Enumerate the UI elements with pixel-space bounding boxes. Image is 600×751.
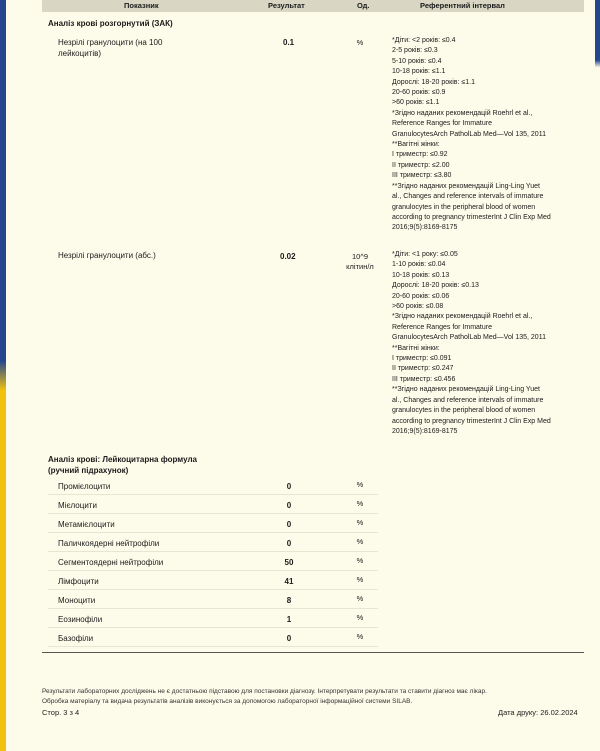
table-row-value: 0 (286, 520, 292, 529)
reference-interval (392, 36, 551, 234)
table-row-value: 1 (286, 615, 292, 624)
header-result: Результат (268, 1, 305, 10)
reference-line: 2-5 років: ≤0.3 (392, 47, 438, 55)
decorative-left-stripe (0, 0, 6, 751)
table-row-label: Еозинофіли (58, 615, 103, 624)
row-value: 0.1 (283, 38, 295, 47)
table-row-value: 41 (284, 577, 294, 586)
print-date: Дата друку: 26.02.2024 (498, 708, 578, 717)
reference-line: **Вагітні жінки: (392, 141, 440, 149)
row-divider (48, 646, 378, 647)
reference-line: Дорослі: 18-20 років: ≤1.1 (392, 78, 475, 86)
header-reference: Референтний інтервал (420, 1, 505, 10)
reference-line: **Згідно наданих рекомендацій Ling-Ling Yuet (392, 386, 540, 394)
row-label: Незрілі гранулоцити (абс.) (58, 251, 156, 260)
reference-line: according to pregnancy trimesterInt J Clin Exp Med (392, 213, 551, 221)
table-row-label: Мієлоцити (58, 501, 97, 510)
reference-line: III триместр: ≤3.80 (392, 172, 452, 180)
table-header (42, 0, 584, 12)
section-title-cbc: Аналіз крові розгорнутий (ЗАК) (48, 19, 173, 28)
reference-line: 1-10 років: ≤0.04 (392, 261, 446, 269)
row-divider (48, 570, 378, 571)
reference-line: 2016;9(5):8169-8175 (392, 224, 458, 232)
reference-line: **Згідно наданих рекомендацій Ling-Ling Yuet (392, 182, 540, 190)
page-number: Стор. 3 з 4 (42, 708, 80, 717)
table-row-value: 8 (286, 596, 292, 605)
reference-line: >60 років: ≤0.08 (392, 303, 444, 311)
table-row-unit: % (356, 499, 364, 508)
reference-line: granulocytes in the peripheral blood of women (392, 203, 536, 211)
reference-line: *Діти: <1 року: ≤0.05 (392, 251, 458, 258)
reference-line: **Вагітні жінки: (392, 344, 440, 352)
table-row-label: Метамієлоцити (58, 520, 115, 529)
reference-line: *Згідно наданих рекомендацій Roehrl et al., (392, 109, 533, 117)
table-row-label: Моноцити (58, 596, 96, 605)
table-row-value: 0 (286, 539, 292, 548)
section-title-leukocyte-formula: Аналіз крові: Лейкоцитарна формула (ручний підрахунок) (48, 455, 197, 475)
table-row-unit: % (356, 594, 364, 603)
table-row-unit: % (356, 537, 364, 546)
footer-disclaimer: Результати лабораторних досліджень не є достатньою підставою для постановки діагнозу. Інтерпретувати результати та ставити діагноз має лікар. (42, 688, 487, 695)
reference-line: al., Changes and reference intervals of immature (392, 193, 544, 201)
row-divider (48, 589, 378, 590)
reference-line: II триместр: ≤2.00 (392, 161, 450, 169)
table-row-value: 0 (286, 634, 292, 643)
reference-line: *Згідно наданих рекомендацій Roehrl et al., (392, 313, 533, 321)
reference-line: 10-18 років: ≤1.1 (392, 68, 446, 76)
table-row-label: Лімфоцити (58, 577, 99, 586)
row-unit: 10^9 клітин/л (346, 252, 374, 271)
table-row-value: 50 (284, 558, 294, 567)
row-divider (48, 494, 378, 495)
table-row-unit: % (356, 518, 364, 527)
table-row-unit: % (356, 632, 364, 641)
reference-line: II триместр: ≤0.247 (392, 365, 454, 373)
row-divider (48, 627, 378, 628)
reference-line: GranulocytesArch PatholLab Med—Vol 135, 2011 (392, 334, 546, 342)
table-row-value: 0 (286, 482, 292, 491)
reference-line: 20-60 років: ≤0.9 (392, 89, 446, 97)
table-row-unit: % (356, 556, 364, 565)
row-value: 0.02 (280, 252, 296, 261)
footer-system-note: Обробка матеріалу та видача результатів аналізів виконується за допомогою лабораторної інформаційної системи SILAB. (42, 698, 413, 705)
reference-line: granulocytes in the peripheral blood of women (392, 407, 536, 415)
row-divider (48, 551, 378, 552)
table-row-unit: % (356, 575, 364, 584)
reference-line: 20-60 років: ≤0.06 (392, 292, 450, 300)
header-indicator: Показник (124, 1, 159, 10)
reference-line: >60 років: ≤1.1 (392, 99, 440, 107)
reference-line: 2016;9(5):8169-8175 (392, 427, 458, 435)
reference-line: al., Changes and reference intervals of immature (392, 396, 544, 404)
reference-interval (392, 250, 551, 437)
table-row-unit: % (356, 480, 364, 489)
row-unit: % (356, 38, 364, 47)
table-row-label: Паличкоядерні нейтрофіли (58, 539, 160, 548)
reference-line: GranulocytesArch PatholLab Med—Vol 135, 2011 (392, 130, 546, 138)
reference-line: Reference Ranges for Immature (392, 120, 492, 128)
row-divider (48, 608, 378, 609)
table-row-label: Промієлоцити (58, 482, 111, 491)
reference-line: Дорослі: 18-20 років: ≤0.13 (392, 282, 479, 290)
reference-line: III триместр: ≤0.456 (392, 375, 456, 383)
table-row-unit: % (356, 613, 364, 622)
reference-line: according to pregnancy trimesterInt J Clin Exp Med (392, 417, 551, 425)
reference-line: Reference Ranges for Immature (392, 323, 492, 331)
footer-divider (42, 652, 584, 653)
reference-line: 10-18 років: ≤0.13 (392, 271, 450, 279)
table-row-label: Базофіли (58, 634, 94, 643)
header-unit: Од. (357, 1, 370, 10)
reference-line: 5-10 років: ≤0.4 (392, 57, 442, 65)
row-divider (48, 532, 378, 533)
table-row-value: 0 (286, 501, 292, 510)
reference-line: *Діти: <2 років: ≤0.4 (392, 37, 456, 44)
reference-line: I триместр: ≤0.92 (392, 151, 448, 159)
reference-line: I триместр: ≤0.091 (392, 355, 452, 363)
table-row-label: Сегментоядерні нейтрофіли (58, 558, 164, 567)
decorative-right-stripe (595, 0, 600, 751)
row-label: Незрілі гранулоцити (на 100 лейкоцитів) (58, 38, 163, 58)
row-divider (48, 513, 378, 514)
